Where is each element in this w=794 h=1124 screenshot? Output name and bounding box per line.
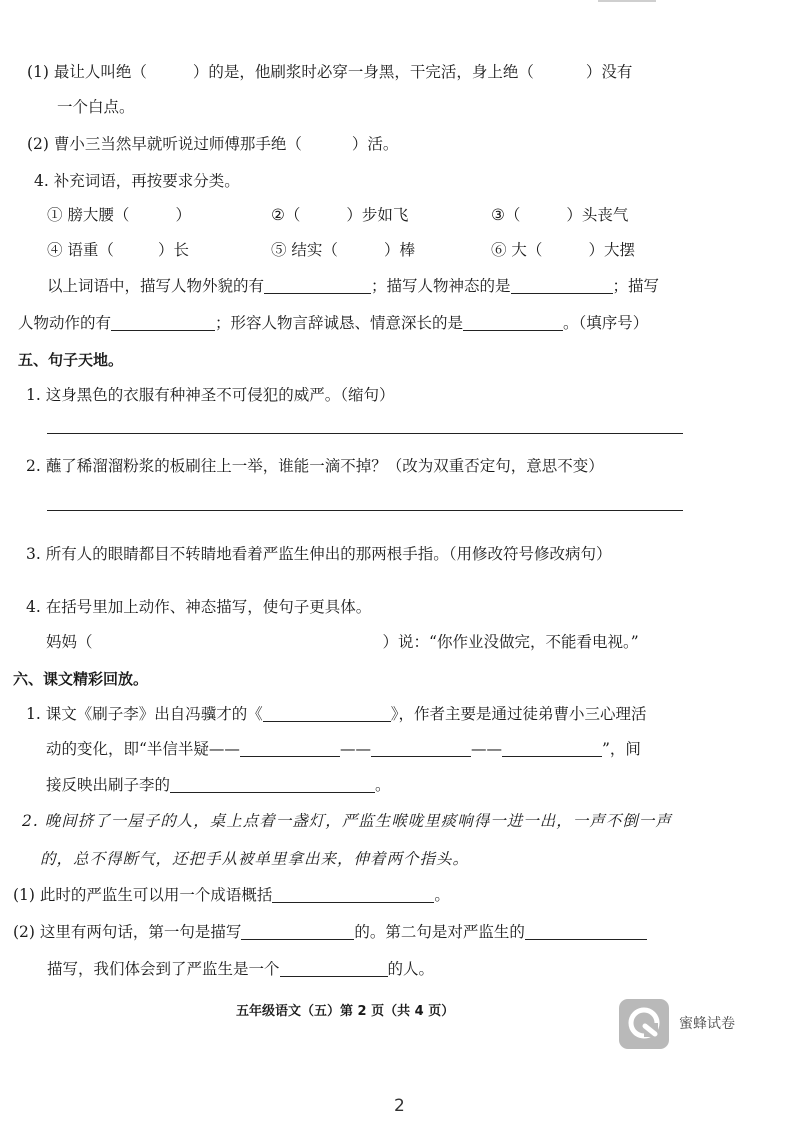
page-number: 2 [394, 1096, 405, 1116]
sec5-q3: 3. 所有人的眼睛都目不转睛地看着严监生伸出的那两根手指。（用修改符号修改病句） [26, 545, 612, 563]
blank-mood-2[interactable] [371, 740, 471, 757]
blank-appearance[interactable] [264, 277, 371, 294]
sec6-q1-line-1: 1. 课文《刷子李》出自冯骥才的《 》，作者主要是通过徒弟曹小三心理活 [26, 705, 647, 723]
page-footer: 五年级语文（五）第 2 页（共 4 页） [236, 1004, 455, 1019]
sec6-q2-2-line-2: 描写，我们体会到了严监生是一个 的人。 [47, 960, 435, 978]
watermark-logo-icon [619, 999, 669, 1049]
sec5-q4-sentence: 妈妈（ ）说：“你作业没做完，不能看电视。” [46, 633, 639, 651]
blank-skill[interactable] [170, 776, 375, 793]
sec6-q1-line-2: 动的变化，即“半信半疑—— —— —— ”，间 [46, 740, 641, 758]
sec6-q1-line-3: 接反映出刷子李的 。 [46, 776, 391, 794]
blank-action[interactable] [111, 314, 215, 331]
q4-item-5: ⑤ 结实（ ）棒 [271, 241, 415, 259]
section-5-title: 五、句子天地。 [18, 351, 124, 369]
sec6-q2-passage-1: 2. 晚间挤了一屋子的人，桌上点着一盏灯，严监生喉咙里痰响得一进一出，一声不倒一声 [22, 812, 672, 830]
blank-character[interactable] [280, 960, 388, 977]
watermark-text: 蜜蜂试卷 [679, 1016, 735, 1032]
q4-item-4: ④ 语重（ ）长 [47, 241, 189, 259]
sec5-q4: 4. 在括号里加上动作、神态描写，使句子更具体。 [26, 598, 372, 616]
section-6-title: 六、课文精彩回放。 [13, 670, 149, 688]
q4-item-1: ① 膀大腰（ ） [47, 206, 191, 224]
scan-edge-mark [598, 0, 656, 2]
sec5-q1: 1. 这身黑色的衣服有种神圣不可侵犯的威严。（缩句） [26, 386, 395, 404]
q4-item-6: ⑥ 大（ ）大摆 [491, 241, 635, 259]
answer-line-sec5-q1[interactable] [47, 433, 683, 434]
sec6-q2-2-line-1: (2) 这里有两句话，第一句是描写 的。第二句是对严监生的 [13, 921, 647, 943]
sec6-q2-passage-2: 的，总不得断气，还把手从被单里拿出来，伸着两个指头。 [40, 850, 470, 868]
blank-mood-3[interactable] [502, 740, 602, 757]
q4-item-2: ②（ ）步如飞 [271, 206, 409, 224]
blank-describe-1[interactable] [241, 923, 354, 940]
blank-idiom[interactable] [272, 886, 434, 903]
q4-classify-line-1: 以上词语中，描写人物外貌的有 ；描写人物神态的是 ；描写 [47, 277, 660, 295]
blank-describe-2[interactable] [525, 923, 647, 940]
q3-line-1b: 一个白点。 [57, 98, 135, 116]
q4-title: 4. 补充词语，再按要求分类。 [34, 172, 240, 190]
q4-item-3: ③（ ）头丧气 [491, 206, 629, 224]
blank-expression[interactable] [511, 277, 613, 294]
blank-sincere[interactable] [463, 314, 563, 331]
q3-line-1: (1) 最让人叫绝（ ）的是，他刷浆时必穿一身黑，干完活，身上绝（ ）没有 [27, 63, 633, 81]
q4-classify-line-2: 人物动作的有 ；形容人物言辞诚恳、情意深长的是 。（填序号） [18, 314, 649, 332]
sec5-q2: 2. 蘸了稀溜溜粉浆的板刷往上一举，谁能一滴不掉？（改为双重否定句，意思不变） [26, 457, 604, 475]
watermark-logo [619, 999, 669, 1049]
blank-mood-1[interactable] [240, 740, 340, 757]
answer-line-sec5-q2[interactable] [47, 510, 683, 511]
blank-book-title[interactable] [263, 705, 391, 722]
q3-line-2: (2) 曹小三当然早就听说过师傅那手绝（ ）活。 [27, 135, 399, 153]
sec6-q2-1: (1) 此时的严监生可以用一个成语概括 。 [13, 886, 450, 904]
